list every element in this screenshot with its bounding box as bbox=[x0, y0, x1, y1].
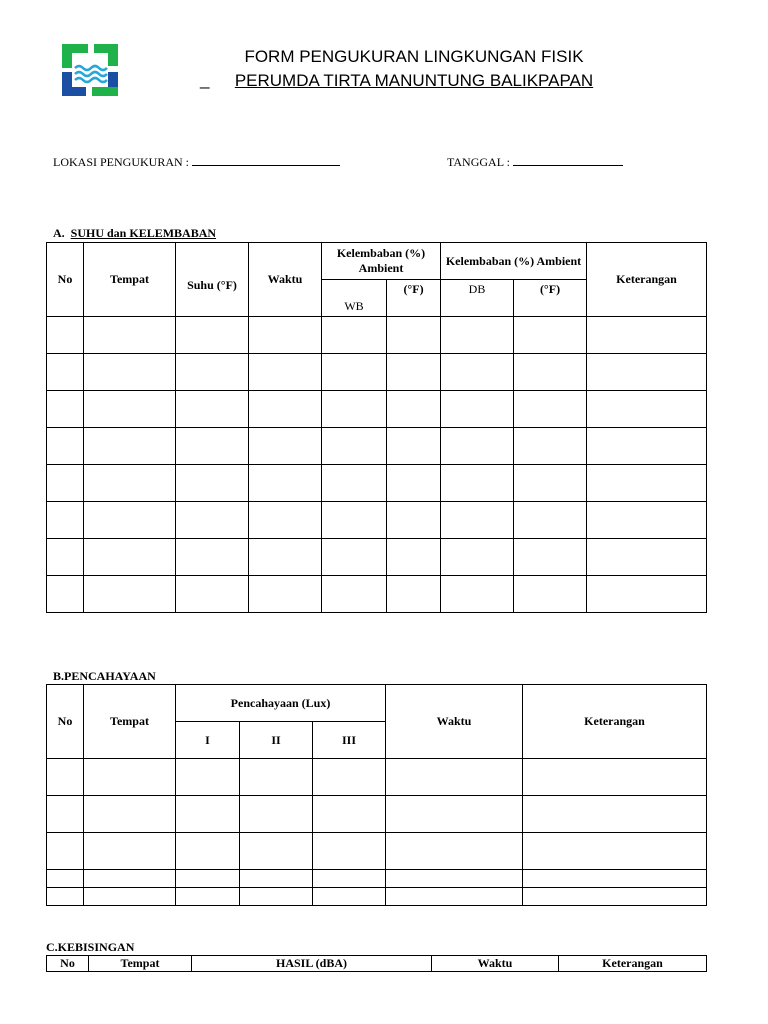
entry-cell[interactable] bbox=[313, 888, 386, 906]
entry-cell[interactable] bbox=[587, 576, 707, 613]
entry-cell[interactable] bbox=[313, 870, 386, 888]
table-pencahayaan bbox=[46, 684, 707, 906]
entry-cell[interactable] bbox=[84, 888, 176, 906]
entry-cell[interactable] bbox=[441, 465, 514, 502]
entry-cell[interactable] bbox=[587, 465, 707, 502]
lokasi-label: LOKASI PENGUKURAN : bbox=[53, 155, 190, 169]
entry-cell[interactable] bbox=[176, 502, 249, 539]
entry-cell[interactable] bbox=[249, 391, 322, 428]
entry-cell[interactable] bbox=[441, 539, 514, 576]
entry-cell[interactable] bbox=[441, 354, 514, 391]
entry-cell[interactable] bbox=[47, 796, 84, 833]
entry-cell[interactable] bbox=[47, 317, 84, 354]
entry-cell[interactable] bbox=[176, 391, 249, 428]
entry-cell[interactable] bbox=[249, 465, 322, 502]
lokasi-field[interactable] bbox=[53, 153, 340, 170]
entry-cell[interactable] bbox=[441, 502, 514, 539]
entry-cell[interactable] bbox=[47, 391, 84, 428]
entry-cell[interactable] bbox=[176, 870, 240, 888]
entry-cell[interactable] bbox=[176, 833, 240, 870]
entry-cell[interactable] bbox=[249, 539, 322, 576]
entry-cell[interactable] bbox=[386, 759, 523, 796]
entry-cell[interactable] bbox=[386, 833, 523, 870]
entry-cell[interactable] bbox=[84, 870, 176, 888]
title-dash: _ bbox=[200, 70, 210, 89]
entry-cell[interactable] bbox=[387, 502, 441, 539]
entry-cell[interactable] bbox=[387, 428, 441, 465]
entry-cell[interactable] bbox=[84, 576, 176, 613]
entry-cell[interactable] bbox=[322, 502, 387, 539]
entry-cell[interactable] bbox=[249, 502, 322, 539]
section-c-title: C.KEBISINGAN bbox=[46, 940, 135, 954]
header-keterangan: Keterangan bbox=[587, 243, 707, 317]
entry-cell[interactable] bbox=[322, 428, 387, 465]
entry-cell[interactable] bbox=[176, 888, 240, 906]
entry-cell[interactable] bbox=[322, 539, 387, 576]
table-row bbox=[47, 833, 707, 870]
entry-cell[interactable] bbox=[84, 796, 176, 833]
header-tempat: Tempat bbox=[84, 243, 176, 317]
header-waktu: Waktu bbox=[432, 956, 559, 972]
entry-cell[interactable] bbox=[313, 833, 386, 870]
header-tempat: Tempat bbox=[84, 685, 176, 759]
entry-cell[interactable] bbox=[84, 502, 176, 539]
entry-cell[interactable] bbox=[387, 317, 441, 354]
header-db: DB bbox=[441, 280, 514, 317]
entry-cell[interactable] bbox=[386, 796, 523, 833]
entry-cell[interactable] bbox=[84, 465, 176, 502]
table-row bbox=[47, 391, 707, 428]
table-row bbox=[47, 796, 707, 833]
entry-cell[interactable] bbox=[240, 833, 313, 870]
entry-cell[interactable] bbox=[587, 502, 707, 539]
entry-cell[interactable] bbox=[313, 759, 386, 796]
header-keterangan: Keterangan bbox=[523, 685, 707, 759]
entry-cell[interactable] bbox=[176, 354, 249, 391]
form-title: FORM PENGUKURAN LINGKUNGAN FISIK bbox=[244, 47, 584, 66]
entry-cell[interactable] bbox=[587, 354, 707, 391]
entry-cell[interactable] bbox=[322, 391, 387, 428]
entry-cell[interactable] bbox=[249, 317, 322, 354]
entry-cell[interactable] bbox=[176, 428, 249, 465]
table-row bbox=[47, 576, 707, 613]
entry-cell[interactable] bbox=[240, 888, 313, 906]
table-suhu-kelembaban bbox=[46, 242, 707, 613]
entry-cell[interactable] bbox=[47, 465, 84, 502]
entry-cell[interactable] bbox=[47, 870, 84, 888]
entry-cell[interactable] bbox=[84, 391, 176, 428]
entry-cell[interactable] bbox=[84, 833, 176, 870]
entry-cell[interactable] bbox=[240, 870, 313, 888]
header-f-1: (°F) bbox=[387, 280, 441, 317]
entry-cell[interactable] bbox=[523, 888, 707, 906]
entry-cell[interactable] bbox=[587, 428, 707, 465]
entry-cell[interactable] bbox=[523, 796, 707, 833]
header-no: No bbox=[47, 956, 89, 972]
header-tempat: Tempat bbox=[89, 956, 192, 972]
entry-cell[interactable] bbox=[176, 796, 240, 833]
entry-cell[interactable] bbox=[514, 428, 587, 465]
entry-cell[interactable] bbox=[176, 576, 249, 613]
header-kelembaban-1: Kelembaban (%) Ambient bbox=[322, 243, 441, 280]
entry-cell[interactable] bbox=[514, 502, 587, 539]
entry-cell[interactable] bbox=[514, 465, 587, 502]
header-pencahayaan: Pencahayaan (Lux) bbox=[176, 685, 386, 722]
table-row bbox=[47, 888, 707, 906]
header-keterangan: Keterangan bbox=[559, 956, 707, 972]
entry-cell[interactable] bbox=[249, 428, 322, 465]
entry-cell[interactable] bbox=[47, 428, 84, 465]
entry-cell[interactable] bbox=[514, 317, 587, 354]
table-row bbox=[47, 354, 707, 391]
header-kelembaban-2: Kelembaban (%) Ambient bbox=[441, 243, 587, 280]
entry-cell[interactable] bbox=[322, 576, 387, 613]
entry-cell[interactable] bbox=[441, 391, 514, 428]
entry-cell[interactable] bbox=[84, 759, 176, 796]
entry-cell[interactable] bbox=[47, 576, 84, 613]
table-row bbox=[47, 539, 707, 576]
entry-cell[interactable] bbox=[514, 576, 587, 613]
entry-cell[interactable] bbox=[387, 539, 441, 576]
entry-cell[interactable] bbox=[523, 833, 707, 870]
company-name bbox=[30, 71, 768, 91]
header-lux-iii: III bbox=[313, 722, 386, 759]
entry-cell[interactable] bbox=[240, 796, 313, 833]
entry-cell[interactable] bbox=[387, 576, 441, 613]
table-a-body bbox=[47, 317, 707, 613]
entry-cell[interactable] bbox=[84, 317, 176, 354]
entry-cell[interactable] bbox=[84, 354, 176, 391]
entry-cell[interactable] bbox=[176, 759, 240, 796]
entry-cell[interactable] bbox=[587, 391, 707, 428]
section-b-title: B.PENCAHAYAAN bbox=[53, 669, 156, 683]
entry-cell[interactable] bbox=[47, 354, 84, 391]
entry-cell[interactable] bbox=[322, 354, 387, 391]
entry-cell[interactable] bbox=[523, 759, 707, 796]
company-name-text: PERUMDA TIRTA MANUNTUNG BALIKPAPAN bbox=[234, 71, 594, 90]
tanggal-label: TANGGAL : bbox=[447, 155, 510, 169]
entry-cell[interactable] bbox=[322, 465, 387, 502]
entry-cell[interactable] bbox=[249, 576, 322, 613]
section-a-label: SUHU dan KELEMBABAN bbox=[70, 226, 217, 240]
entry-cell[interactable] bbox=[523, 870, 707, 888]
entry-cell[interactable] bbox=[587, 539, 707, 576]
table-row bbox=[47, 465, 707, 502]
entry-cell[interactable] bbox=[441, 317, 514, 354]
entry-cell[interactable] bbox=[322, 317, 387, 354]
entry-cell[interactable] bbox=[84, 428, 176, 465]
table-kebisingan bbox=[46, 955, 707, 972]
table-row bbox=[47, 502, 707, 539]
entry-cell[interactable] bbox=[313, 796, 386, 833]
entry-cell[interactable] bbox=[47, 888, 84, 906]
entry-cell[interactable] bbox=[387, 354, 441, 391]
entry-cell[interactable] bbox=[587, 317, 707, 354]
header-suhu: Suhu (°F) bbox=[176, 243, 249, 317]
entry-cell[interactable] bbox=[240, 759, 313, 796]
entry-cell[interactable] bbox=[47, 539, 84, 576]
section-a-title bbox=[53, 226, 216, 241]
entry-cell[interactable] bbox=[47, 759, 84, 796]
table-b-body bbox=[47, 759, 707, 906]
entry-cell[interactable] bbox=[47, 502, 84, 539]
header-waktu: Waktu bbox=[386, 685, 523, 759]
header-f-2: (°F) bbox=[514, 280, 587, 317]
entry-cell[interactable] bbox=[386, 888, 523, 906]
table-row bbox=[47, 317, 707, 354]
entry-cell[interactable] bbox=[387, 465, 441, 502]
entry-cell[interactable] bbox=[441, 428, 514, 465]
header-no: No bbox=[47, 685, 84, 759]
table-row bbox=[47, 428, 707, 465]
entry-cell[interactable] bbox=[441, 576, 514, 613]
tanggal-blank[interactable] bbox=[513, 153, 623, 166]
header-no: No bbox=[47, 243, 84, 317]
entry-cell[interactable] bbox=[176, 317, 249, 354]
entry-cell[interactable] bbox=[176, 539, 249, 576]
entry-cell[interactable] bbox=[387, 391, 441, 428]
header-lux-ii: II bbox=[240, 722, 313, 759]
entry-cell[interactable] bbox=[514, 391, 587, 428]
header-waktu: Waktu bbox=[249, 243, 322, 317]
entry-cell[interactable] bbox=[84, 539, 176, 576]
header-lux-i: I bbox=[176, 722, 240, 759]
lokasi-blank[interactable] bbox=[192, 153, 340, 166]
table-row bbox=[47, 870, 707, 888]
entry-cell[interactable] bbox=[176, 465, 249, 502]
entry-cell[interactable] bbox=[47, 833, 84, 870]
entry-cell[interactable] bbox=[514, 539, 587, 576]
section-a-prefix: A. bbox=[53, 226, 65, 240]
entry-cell[interactable] bbox=[386, 870, 523, 888]
tanggal-field[interactable] bbox=[447, 153, 623, 170]
entry-cell[interactable] bbox=[249, 354, 322, 391]
table-row bbox=[47, 759, 707, 796]
entry-cell[interactable] bbox=[514, 354, 587, 391]
header-wb: WB bbox=[322, 280, 387, 317]
header-hasil: HASIL (dBA) bbox=[192, 956, 432, 972]
